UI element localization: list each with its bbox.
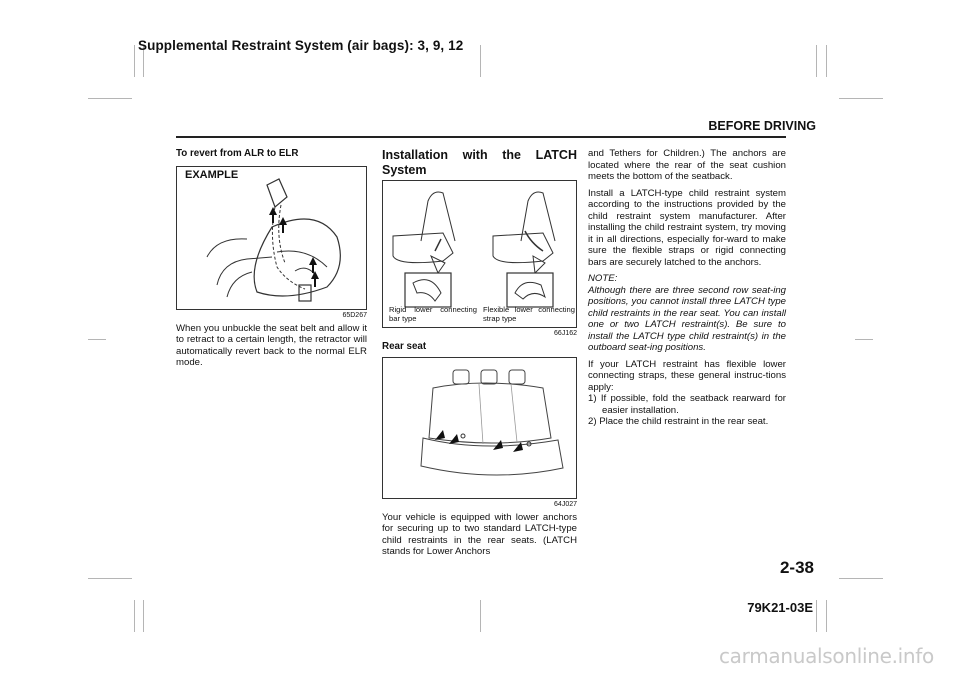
rear-seat-illustration (383, 358, 576, 498)
column-3 (588, 148, 786, 428)
note-text: Although there are three second row seat-ing positions, you cannot install three LATCH type child restraints in the rear seat. You can install one or two LATCH restraint(s). Be sure to install the LATCH type child restraint(s) in the outboard seat-ing positions. (588, 284, 786, 353)
rear-seat-figure (382, 357, 577, 499)
body-text: When you unbuckle the seat belt and allow it to retract to a certain length, the retractor will automatically revert back to the normal ELR mode. (176, 322, 367, 368)
column-2 (382, 148, 577, 563)
running-header: Supplemental Restraint System (air bags): 3, 9, 12 (138, 38, 464, 53)
latch-types-figure (382, 180, 577, 328)
note-label: NOTE: (588, 273, 618, 284)
body-text: Install a LATCH-type child restraint system according to the instructions provided by the child restraint system manufacturer. After installing the child restraint system, try moving it in all directions, especially for-ward to make sure the flexible straps or rigid connecting bars are securely latched to the anchors. (588, 187, 786, 268)
seat-belt-illustration (177, 167, 366, 309)
list-item: 2) Place the child restraint in the rear seat. (588, 416, 769, 427)
caption-flexible: Flexible lower connecting strap type (483, 305, 575, 323)
document-code: 79K21-03E (747, 600, 813, 615)
retractor-figure (176, 166, 367, 310)
list-item: 1) If possible, fold the seatback rearward for easier installation. (588, 393, 786, 416)
column-1 (176, 148, 367, 374)
body-text: and Tethers for Children.) The anchors are located where the rear of the seat cushion meets the bottom of the seatback. (588, 148, 786, 182)
figure-code: 64J027 (554, 500, 577, 508)
latch-heading: Installation with the LATCH System (382, 148, 577, 177)
figure-example-label: EXAMPLE (185, 168, 239, 181)
rear-seat-subheading: Rear seat (382, 341, 427, 352)
alr-elr-heading: To revert from ALR to ELR (176, 148, 299, 159)
figure-code: 65D267 (342, 311, 367, 319)
body-text: If your LATCH restraint has flexible lower connecting straps, these general instruc-tions apply: (588, 358, 786, 393)
page-number: 2-38 (779, 558, 814, 577)
watermark: carmanualsonline.info (718, 644, 934, 668)
caption-rigid: Rigid lower connecting bar type (389, 305, 477, 323)
section-title: BEFORE DRIVING (708, 119, 816, 133)
figure-code: 66J162 (554, 330, 577, 337)
body-text: Your vehicle is equipped with lower anchors for securing up to two standard LATCH-type child restraints in the rear seats. (LATCH stands for Lower Anchors (382, 511, 577, 557)
header-rule (176, 136, 786, 138)
